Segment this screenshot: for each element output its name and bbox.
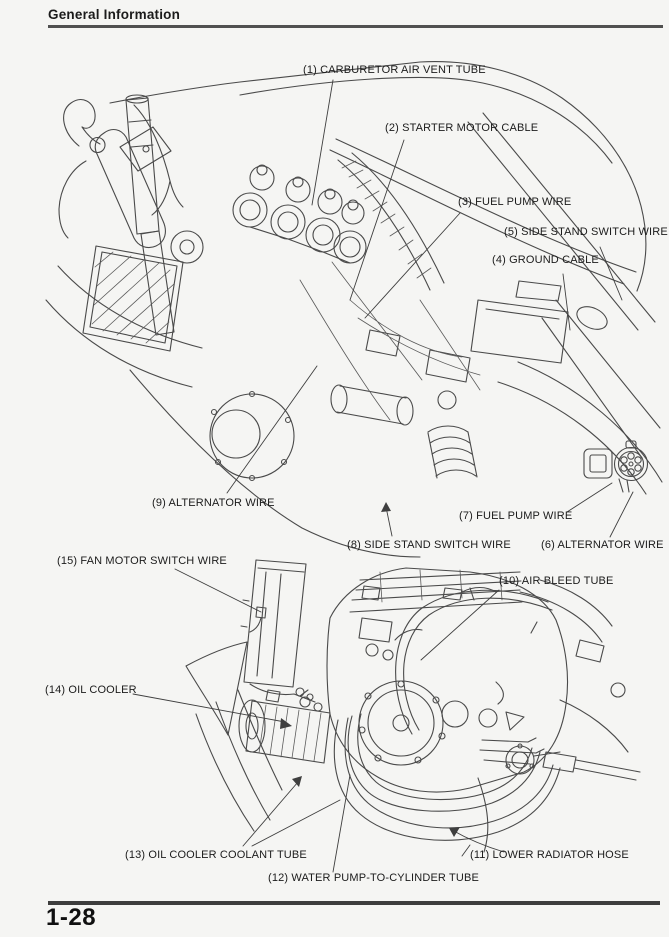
callout-14-oil-cooler: (14) OIL COOLER xyxy=(45,684,137,696)
callout-9-alternator-wire: (9) ALTERNATOR WIRE xyxy=(152,497,275,509)
page-section-title: General Information xyxy=(48,7,181,22)
callout-2-starter-motor-cable: (2) STARTER MOTOR CABLE xyxy=(385,122,539,134)
battery-art xyxy=(471,281,611,363)
callout-8-side-stand-switch-wire: (8) SIDE STAND SWITCH WIRE xyxy=(347,539,511,551)
page-number: 1-28 xyxy=(46,904,97,931)
callout-15-fan-motor-switch-wire: (15) FAN MOTOR SWITCH WIRE xyxy=(57,555,227,567)
right-side-parts-art xyxy=(478,580,640,852)
header-rule xyxy=(48,25,663,28)
fan-shroud-art xyxy=(241,560,315,702)
callout-3-fuel-pump-wire: (3) FUEL PUMP WIRE xyxy=(458,196,572,208)
fairing-art xyxy=(186,642,282,831)
leader-lines-top xyxy=(227,80,633,537)
callout-1-carburetor-air-vent-tube: (1) CARBURETOR AIR VENT TUBE xyxy=(303,64,486,76)
callout-10-air-bleed-tube: (10) AIR BLEED TUBE xyxy=(499,575,614,587)
shock-spring-art xyxy=(428,426,477,478)
front-fork-art xyxy=(46,95,203,387)
callout-7-fuel-pump-wire: (7) FUEL PUMP WIRE xyxy=(459,510,573,522)
callout-13-oil-cooler-coolant-tube: (13) OIL COOLER COOLANT TUBE xyxy=(125,849,307,861)
footer-rule xyxy=(48,901,660,905)
air-bleed-tube-art xyxy=(362,586,552,734)
engine-wiring-illustration-top xyxy=(0,40,669,560)
callout-12-water-pump-to-cylinder-tube: (12) WATER PUMP-TO-CYLINDER TUBE xyxy=(268,872,479,884)
carburetor-art xyxy=(233,165,366,263)
leader-lines-bottom xyxy=(133,569,504,872)
coolant-hose-art xyxy=(334,714,560,840)
radiator-art xyxy=(83,246,183,351)
crankcase-art xyxy=(327,568,568,792)
callout-4-ground-cable: (4) GROUND CABLE xyxy=(492,254,599,266)
callout-11-lower-radiator-hose: (11) LOWER RADIATOR HOSE xyxy=(470,849,629,861)
connector-icon xyxy=(584,441,648,492)
callout-5-side-stand-switch-wire: (5) SIDE STAND SWITCH WIRE xyxy=(504,226,668,238)
engine-case-art xyxy=(130,330,470,557)
callout-6-alternator-wire: (6) ALTERNATOR WIRE xyxy=(541,539,664,551)
